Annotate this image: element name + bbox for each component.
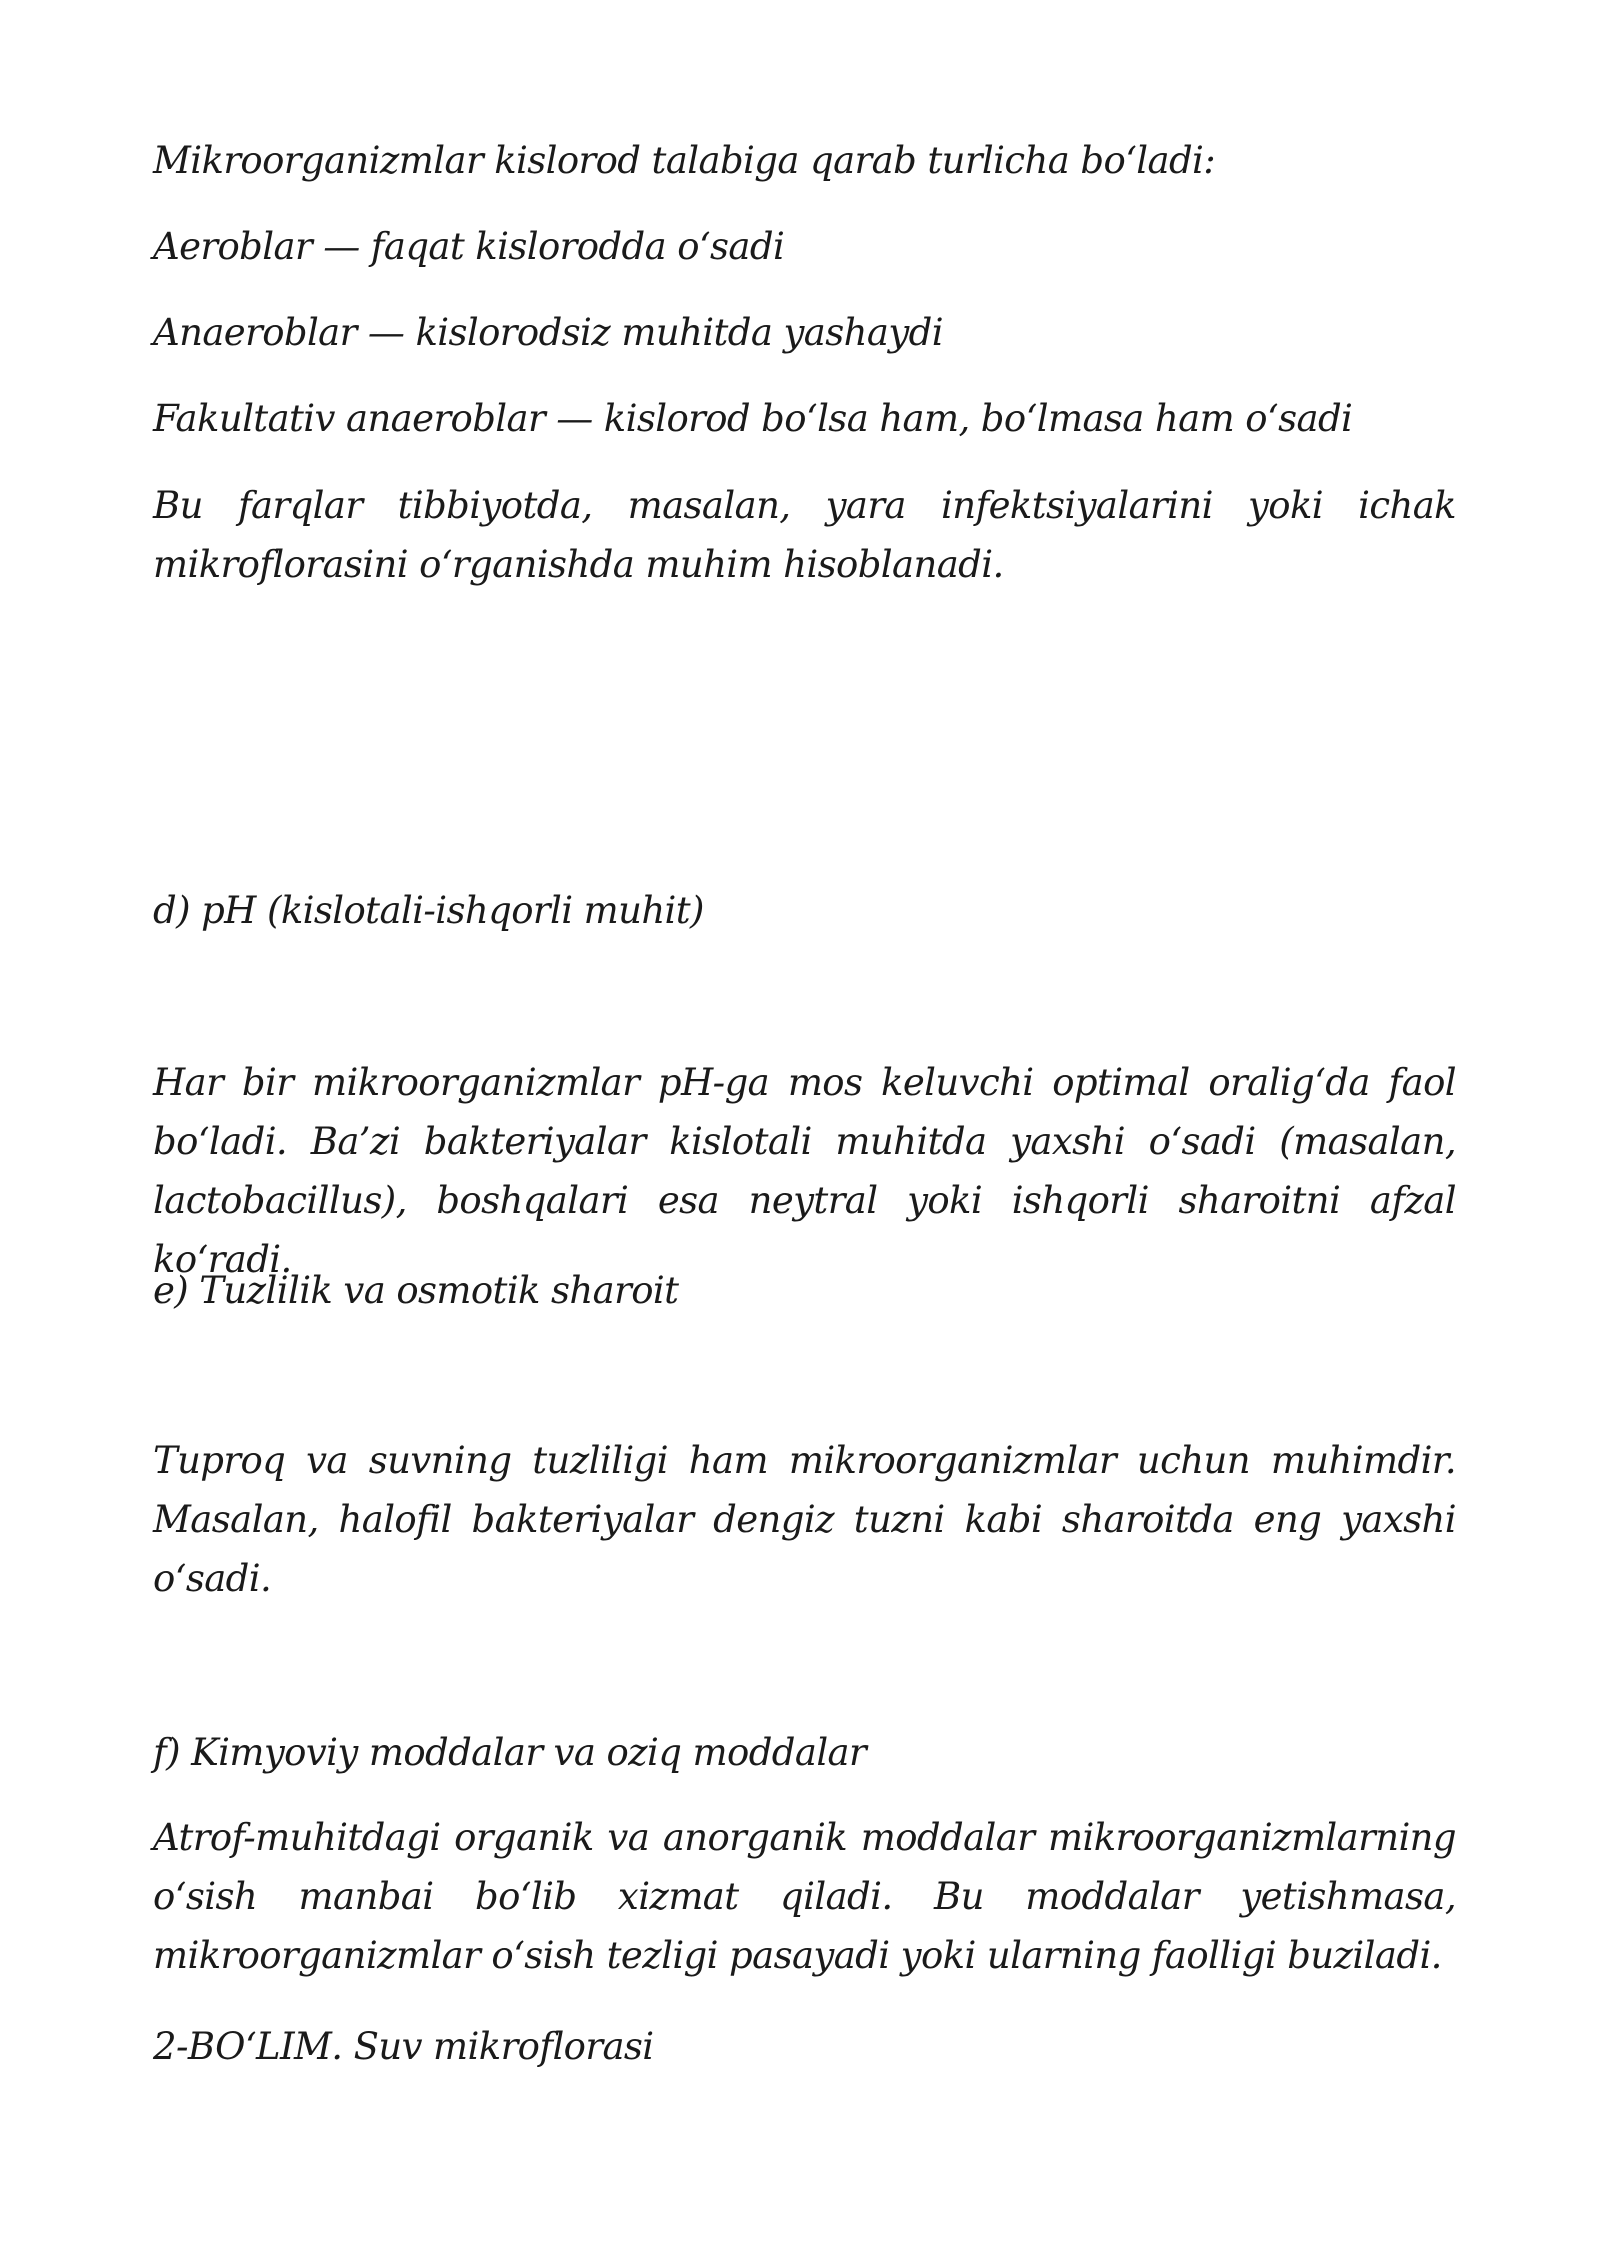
- section-heading-salinity: e) Tuzlilik va osmotik sharoit: [153, 1269, 679, 1312]
- section-heading-ph: d) pH (kislotali-ishqorli muhit): [153, 889, 704, 932]
- paragraph-oxygen-intro: Mikroorganizmlar kislorod talabiga qarab turlicha bo‘ladi:: [153, 139, 1216, 182]
- section-heading-water-microflora: 2-BO‘LIM. Suv mikroflorasi: [153, 2025, 654, 2068]
- paragraph-ph: Har bir mikroorganizmlar pH-ga mos keluvchi optimal oralig‘da faol bo‘ladi. Ba’zi bakteriyalar kislotali muhitda yaxshi o‘sadi (masalan, lactobacillus), boshqalari esa neytral yoki ishqorli sharoitni afzal ko‘radi.: [153, 1061, 1456, 1281]
- paragraph-facultative-anaerobes: Fakultativ anaeroblar — kislorod bo‘lsa ham, bo‘lmasa ham o‘sadi: [153, 397, 1353, 440]
- paragraph-chemicals: Atrof-muhitdagi organik va anorganik moddalar mikroorganizmlarning o‘sish manbai bo‘lib xizmat qiladi. Bu moddalar yetishmasa, mikroorganizmlar o‘sish tezligi pasayadi yoki ularning faolligi buziladi.: [153, 1816, 1456, 1977]
- paragraph-salinity: Tuproq va suvning tuzliligi ham mikroorganizmlar uchun muhimdir. Masalan, halofil bakteriyalar dengiz tuzni kabi sharoitda eng yaxshi o‘sadi.: [153, 1439, 1456, 1600]
- section-heading-chemicals: f) Kimyoviy moddalar va oziq moddalar: [153, 1731, 867, 1774]
- paragraph-anaerobes: Anaeroblar — kislorodsiz muhitda yashaydi: [153, 311, 943, 354]
- paragraph-medical-importance: Bu farqlar tibbiyotda, masalan, yara infektsiyalarini yoki ichak mikroflorasini o‘rganishda muhim hisoblanadi.: [153, 484, 1456, 586]
- paragraph-aerobes: Aeroblar — faqat kislorodda o‘sadi: [153, 225, 785, 268]
